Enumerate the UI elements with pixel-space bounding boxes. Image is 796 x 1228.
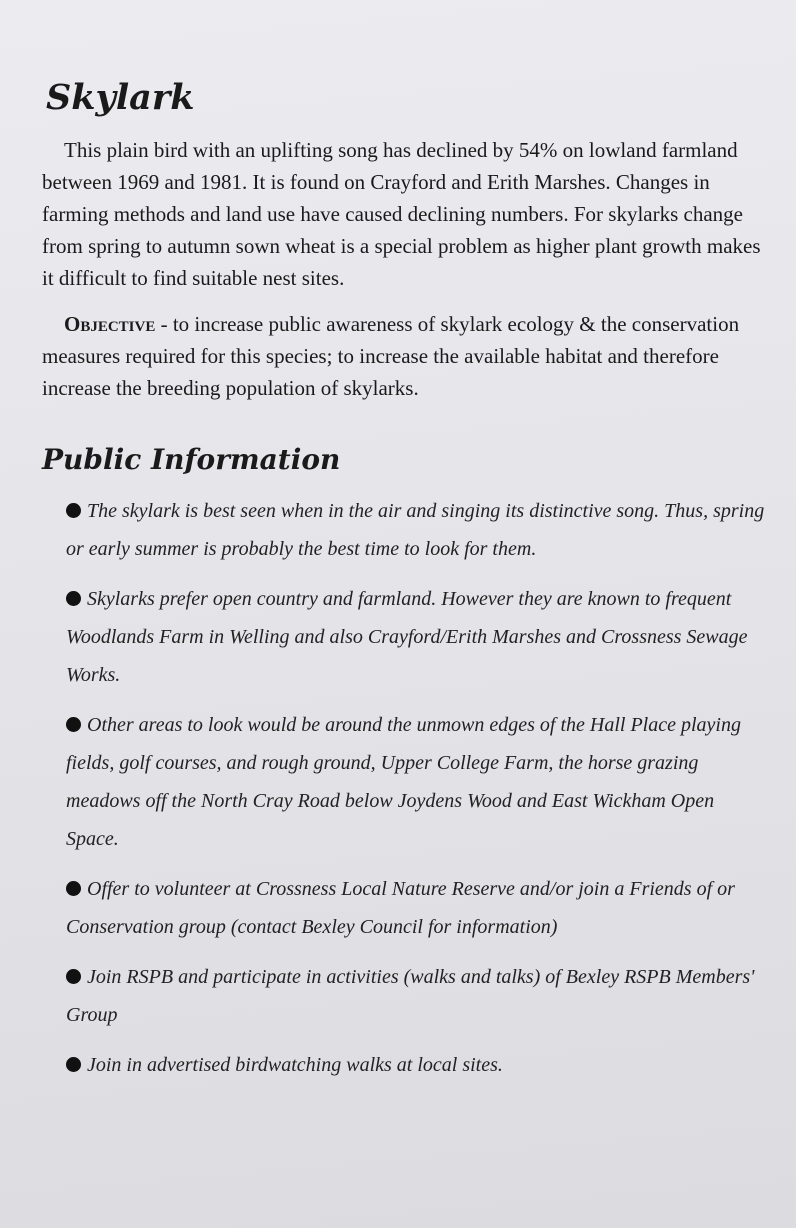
- list-item: Join RSPB and participate in activities (walks and talks) of Bexley RSPB Members' Group: [66, 966, 755, 1026]
- bullet-icon: [66, 969, 81, 984]
- section-heading: Public Information: [42, 443, 341, 476]
- objective-text: - to increase public awareness of skylark ecology & the conservation measures required for this species; to increase the available habitat and therefore increase the breeding population of skylarks.: [42, 312, 740, 400]
- list-item: The skylark is best seen when in the air and singing its distinctive song. Thus, spring or early summer is probably the best time to look for them.: [66, 500, 765, 560]
- page-title: Skylark: [46, 77, 195, 118]
- bullet-icon: [66, 1057, 81, 1072]
- list-item: Join in advertised birdwatching walks at local sites.: [66, 1046, 770, 1084]
- bullet-icon: [66, 881, 81, 896]
- list-item: Offer to volunteer at Crossness Local Nature Reserve and/or join a Friends of or Conservation group (contact Bexley Council for information): [66, 878, 735, 938]
- public-info-list: [42, 492, 770, 1084]
- objective-paragraph: [42, 308, 770, 404]
- bullet-icon: [66, 503, 81, 518]
- list-item: Skylarks prefer open country and farmland. However they are known to frequent Woodlands Farm in Welling and also Crayford/Erith Marshes and Crossness Sewage Works.: [66, 588, 748, 686]
- bullet-icon: [66, 591, 81, 606]
- list-item: Other areas to look would be around the unmown edges of the Hall Place playing fields, golf courses, and rough ground, Upper College Farm, the horse grazing meadows off the North Cray Road below Joydens Wood and East Wickham Open Space.: [66, 714, 741, 850]
- bullet-icon: [66, 717, 81, 732]
- objective-label: Objective: [64, 312, 156, 336]
- intro-paragraph: This plain bird with an uplifting song has declined by 54% on lowland farmland between 1969 and 1981. It is found on Crayford and Erith Marshes. Changes in farming methods and land use have caused declining numbers. For skylarks change from spring to autumn sown wheat is a special problem as higher plant growth makes it difficult to find suitable nest sites.: [42, 138, 761, 290]
